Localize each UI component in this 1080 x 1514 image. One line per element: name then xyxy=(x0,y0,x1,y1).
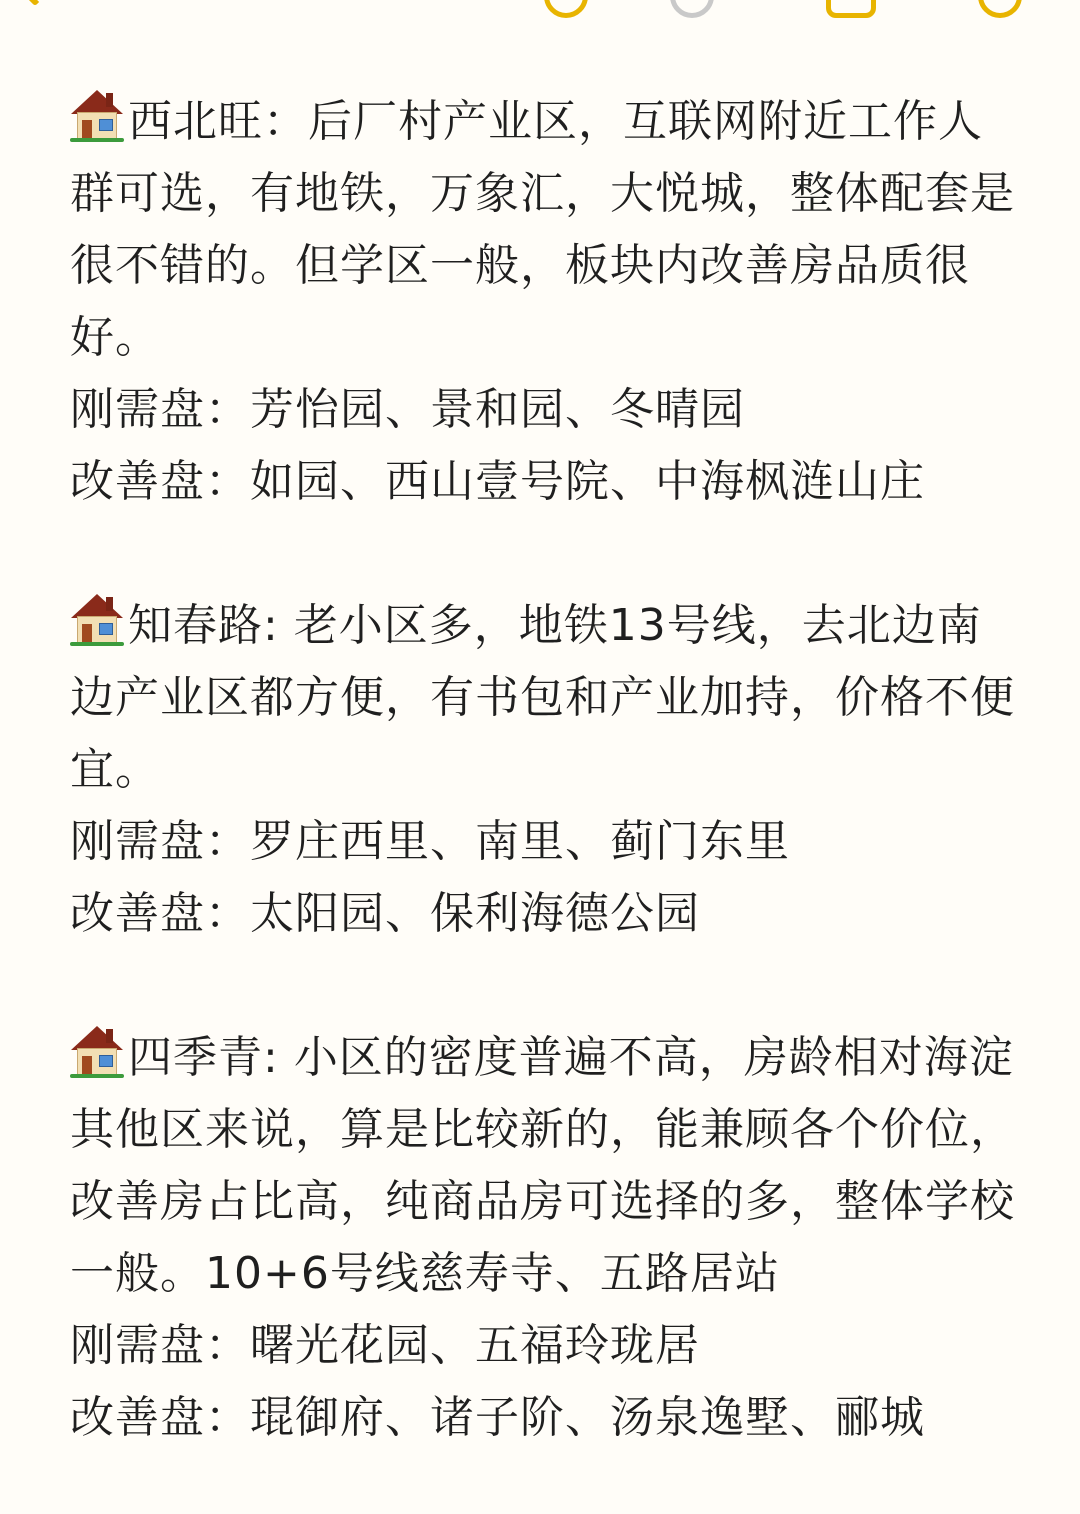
square-icon[interactable] xyxy=(826,0,876,18)
top-toolbar xyxy=(0,0,1080,18)
back-arrow-icon[interactable] xyxy=(14,0,56,6)
area-section-sijiqing xyxy=(70,1022,1015,1454)
house-icon xyxy=(70,594,124,646)
upgrade-homes-line xyxy=(70,1382,1015,1454)
basic-homes-line xyxy=(70,806,1015,878)
house-icon xyxy=(70,1026,124,1078)
note-content xyxy=(70,86,1015,1454)
area-description xyxy=(70,590,1015,806)
area-title: 西北旺 xyxy=(128,96,263,147)
area-title: 四季青 xyxy=(128,1032,263,1083)
upgrade-homes-list: 琨御府、诸子阶、汤泉逸墅、郦城 xyxy=(250,1392,925,1443)
basic-homes-list: 罗庄西里、南里、蓟门东里 xyxy=(250,816,790,867)
circle-icon-right[interactable] xyxy=(978,0,1022,18)
area-text: 小区的密度普遍不高，房龄相对海淀其他区来说，算是比较新的，能兼顾各个价位，改善房占比高，纯商品房可选择的多，整体学校一般。10+6号线慈寿寺、五路居站 xyxy=(70,1032,1015,1299)
basic-homes-list: 曙光花园、五福玲珑居 xyxy=(250,1320,700,1371)
basic-homes-label: 刚需盘： xyxy=(70,384,250,435)
basic-homes-label: 刚需盘： xyxy=(70,1320,250,1371)
upgrade-homes-label: 改善盘： xyxy=(70,1392,250,1443)
area-description xyxy=(70,86,1015,374)
area-text: 后厂村产业区，互联网附近工作人群可选，有地铁，万象汇，大悦城，整体配套是很不错的。但学区一般，板块内改善房品质很好。 xyxy=(70,96,1015,363)
area-description xyxy=(70,1022,1015,1310)
circle-outline-icon[interactable] xyxy=(670,0,714,18)
basic-homes-line xyxy=(70,1310,1015,1382)
upgrade-homes-label: 改善盘： xyxy=(70,456,250,507)
title-separator: : xyxy=(263,1032,294,1083)
basic-homes-list: 芳怡园、景和园、冬晴园 xyxy=(250,384,745,435)
upgrade-homes-line xyxy=(70,878,1015,950)
house-icon xyxy=(70,90,124,142)
circle-icon[interactable] xyxy=(544,0,588,18)
area-title: 知春路 xyxy=(128,600,263,651)
upgrade-homes-label: 改善盘： xyxy=(70,888,250,939)
basic-homes-label: 刚需盘： xyxy=(70,816,250,867)
upgrade-homes-list: 太阳园、保利海德公园 xyxy=(250,888,700,939)
upgrade-homes-line xyxy=(70,446,1015,518)
area-section-zhichunlu xyxy=(70,590,1015,950)
basic-homes-line xyxy=(70,374,1015,446)
title-separator: : xyxy=(263,600,294,651)
area-section-xibeiwang xyxy=(70,86,1015,518)
upgrade-homes-list: 如园、西山壹号院、中海枫涟山庄 xyxy=(250,456,925,507)
area-text: 老小区多，地铁13号线，去北边南边产业区都方便，有书包和产业加持，价格不便宜。 xyxy=(70,600,1015,795)
title-separator: ： xyxy=(263,96,308,147)
